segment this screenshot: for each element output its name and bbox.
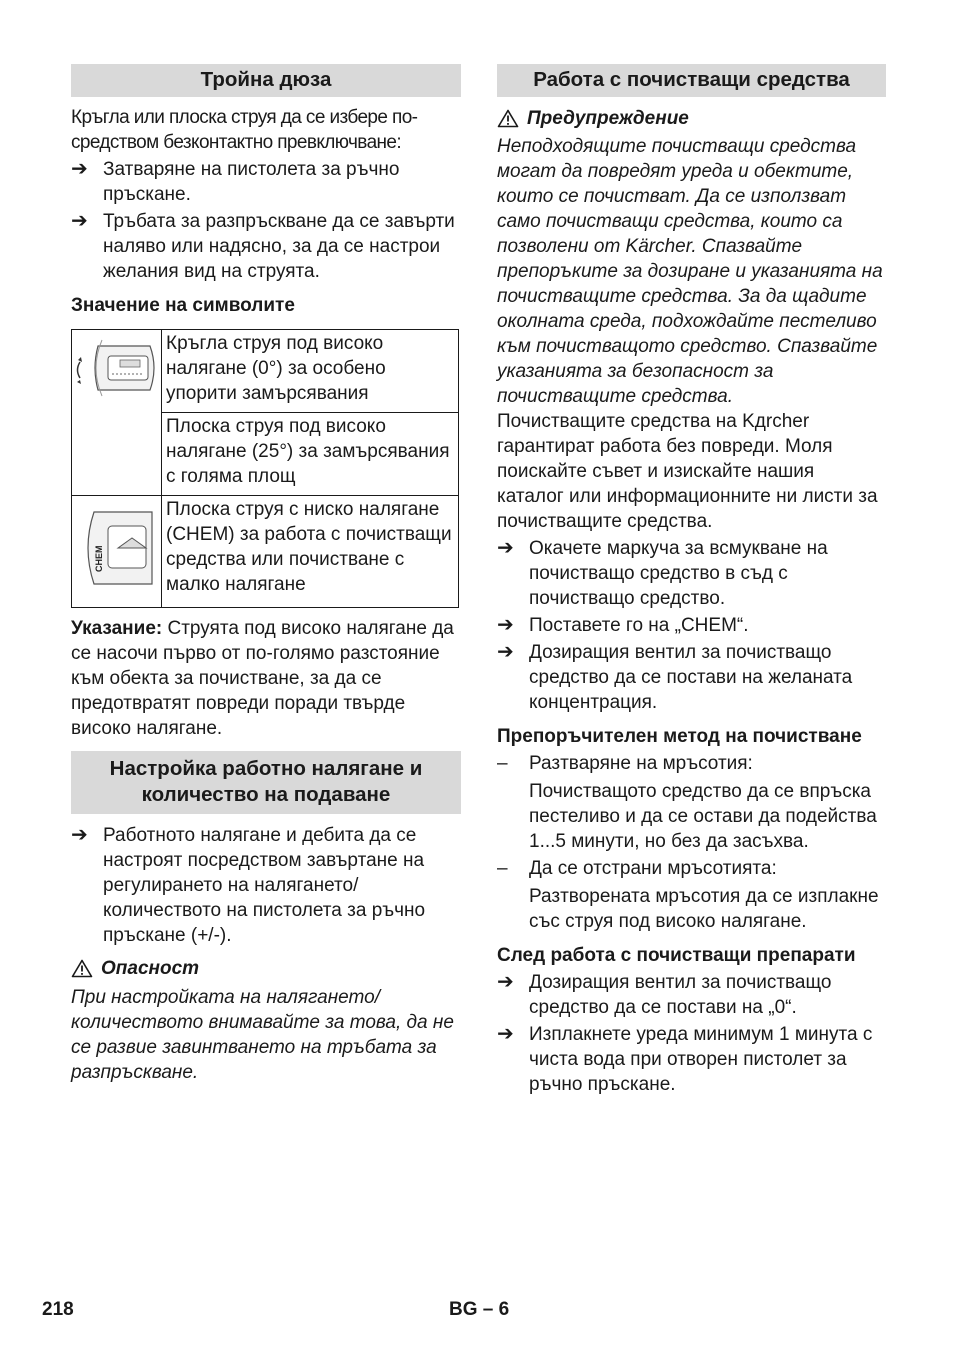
list-item: – Разтваряне на мръсотия: xyxy=(497,753,753,774)
right-column xyxy=(497,64,886,1097)
page-label: BG – 6 xyxy=(449,1299,510,1320)
section-title-pressure-setting: Настройка работно налягане и количество на подаване xyxy=(71,751,461,814)
symbol-desc-chem-jet: Плоска струя с ниско налягане (CHEM) за работа с почистващи средства или почистване с малко налягане xyxy=(162,496,459,608)
list-item: ➔ Изплакнете уреда минимум 1 минута с чиста вода при отворен пистолет за ръчно пръскане. xyxy=(497,1023,873,1095)
list-item: ➔ Затваряне на пистолета за ръчно пръскане. xyxy=(71,158,400,205)
warning-triangle-icon xyxy=(497,109,519,128)
left-column xyxy=(71,64,461,1085)
list-item: ➔ Дозиращия вентил за почистващо средство да се постави на желаната концентрация. xyxy=(497,641,853,713)
symbol-desc-flat-jet: Плоска струя под високо налягане (25°) за замърсявания с голяма площ xyxy=(162,413,459,496)
chem-label: CHEM xyxy=(94,545,104,572)
arrow-right-icon: ➔ xyxy=(497,971,514,993)
list-item: ➔ Поставете го на „CHEM“. xyxy=(497,614,749,636)
after-work-heading: След работа с почистващи препарати xyxy=(497,945,856,966)
symbol-desc-round-jet: Кръгла струя под високо налягане (0°) за особено упорити замърсявания xyxy=(162,330,459,413)
dash-bullet: – xyxy=(497,753,508,774)
method-text: Разтворената мръсотия да се изплакне със струя под високо налягане. xyxy=(529,886,879,932)
method-heading: Препоръчителен метод на почистване xyxy=(497,726,862,747)
arrow-right-icon: ➔ xyxy=(497,1023,514,1045)
note-paragraph: Указание: Струята под високо налягане да се насочи първо от по-голямо разстояние към обекта за почистване, за да се предотвратят повреди поради твърде високо налягане. xyxy=(71,618,454,739)
danger-text: При настройката на налягането/количеството внимавайте за това, да не се развие завинтването на тръбата за разпръскване. xyxy=(71,987,454,1083)
nozzle-chem-icon xyxy=(72,496,162,608)
list-item: – Да се отстрани мръсотията: xyxy=(497,858,777,879)
arrow-right-icon: ➔ xyxy=(497,641,514,663)
arrow-right-icon: ➔ xyxy=(71,824,88,846)
section-title-triple-nozzle: Тройна дюза xyxy=(71,64,461,97)
list-item: ➔ Работното налягане и дебита да се настроят посредством завъртане на регулирането на налягането/количеството на пистолета за ръчно пръскане (+/-). xyxy=(71,824,426,946)
list-item: ➔ Дозиращия вентил за почистващо средство да се постави на „0“. xyxy=(497,971,832,1018)
danger-heading: Опасност xyxy=(71,956,461,981)
page-number: 218 xyxy=(42,1299,74,1320)
warning-triangle-icon xyxy=(71,959,93,978)
intro-paragraph: Кръгла или плоска струя да се избере по-средством безконтактно превключване: xyxy=(71,107,418,153)
list-item: ➔ Окачете маркуча за всмукване на почистващо средство в съд с почистващо средство. xyxy=(497,537,828,609)
symbols-table xyxy=(71,329,459,608)
warning-heading: Предупреждение xyxy=(497,106,886,131)
info-paragraph: Почистващите средства на Kдrcher гарантират работа без повреди. Моля поискайте съвет и изискайте нашия каталог или информационните ни листи за почистващите средства. xyxy=(497,411,878,532)
arrow-right-icon: ➔ xyxy=(71,210,88,232)
warning-text: Неподходящите почистващи средства могат да повредят уреда и обектите, които се почистват. Да се използват само почистващи средства, които са позволени от Kärcher. Спазвайте препоръките за дозиране и указанията на почистващите средства. За да щадите околната среда, подхождайте пестеливо към почистващото средство. Спазвайте указанията за безопасност за почистващите средства. xyxy=(497,136,883,407)
arrow-right-icon: ➔ xyxy=(71,158,88,180)
section-title-detergents: Работа с почистващи средства xyxy=(497,64,886,97)
symbols-heading: Значение на символите xyxy=(71,295,295,316)
nozzle-rotate-icon xyxy=(72,330,162,496)
list-item: ➔ Тръбата за разпръскване да се завърти наляво или надясно, за да се настрои желания вид на струята. xyxy=(71,210,455,282)
method-text: Почистващото средство да се впръска пестеливо и да се остави да подейства 1...5 минути, но без да засъхва. xyxy=(529,781,877,852)
arrow-right-icon: ➔ xyxy=(497,537,514,559)
dash-bullet: – xyxy=(497,858,508,879)
arrow-right-icon: ➔ xyxy=(497,614,514,636)
